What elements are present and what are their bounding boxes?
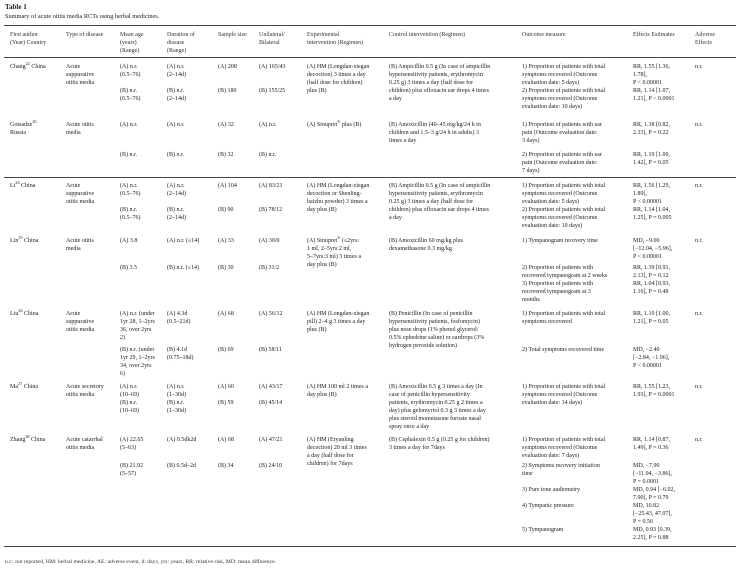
table-caption: Summary of acute otitis media RCTs using herbal medicines. xyxy=(5,13,160,20)
reference-number: 24 xyxy=(15,180,20,185)
experimental-cell: (A) HM (Longdan-xiegan pill) 2–4 g 3 times a day plus (B) xyxy=(307,311,370,333)
age-a: (A) n.r. (0.5–76) xyxy=(120,183,141,197)
bilateral-b: (B) 31/2 xyxy=(259,265,280,271)
duration-a: (A) 0.5dk2d xyxy=(167,437,197,443)
author-cell xyxy=(10,121,37,137)
outcome-1: 1) Proportion of patients with total symptoms recovered (Outcome evaluation date: 5 days) xyxy=(522,183,606,205)
age-b: (B) 3.5 xyxy=(120,265,137,271)
disease-cell: Acute otitis media xyxy=(66,122,94,136)
author-name: Liu xyxy=(10,311,19,317)
header-effects: Effects Estimates xyxy=(633,32,675,38)
table-footnote: n.r.: not reported, HM: herbal medicine, AE: adverse event, d: days, yrs: years, RR: relative risk, MD: mean difference. xyxy=(5,559,277,565)
adverse-cell: n.r. xyxy=(695,122,703,128)
outcome-1: 1) Proportion of patients with total symptoms recovered (Outcome evaluation date: 7 days) xyxy=(522,437,606,459)
duration-b: (B) n.r. (2–14d) xyxy=(167,88,186,102)
effect-2: RR, 1.14 [1.04, 1.25], P = 0.005 xyxy=(633,207,672,221)
disease-cell: Acute otitis media xyxy=(66,238,94,252)
sample-a: (A) 32 xyxy=(218,122,234,128)
effect-2: RR, 1.14 [1.07, 1.21], P < 0.0001 xyxy=(633,88,675,102)
age-a: (A) n.r. xyxy=(120,122,138,128)
sample-a: (A) 33 xyxy=(218,238,234,244)
country: China xyxy=(22,238,39,244)
country: China xyxy=(29,64,46,70)
sample-b: (B) 34 xyxy=(218,463,234,469)
bilateral-b: (B) 78/12 xyxy=(259,207,283,213)
header-adverse: Adverse Effects xyxy=(695,32,715,46)
effect-1: RR, 1.55 [1.23, 1.93], P = 0.0001 xyxy=(633,384,675,398)
header-control: Control intervention (Regimen) xyxy=(389,32,465,38)
country: Russia xyxy=(10,130,27,136)
experimental-cell: (A) HM 100 ml 2 times a day plus (B) xyxy=(307,384,368,398)
outcome-2: 2) Proportion of patients with ear pain (Outcome evaluation date: 7 days) xyxy=(522,152,602,174)
experimental-cell: (A) HM (Longdan-xiegan decoction or Shenling- baizhu powder) 3 times a day plus (B) xyxy=(307,183,370,213)
outcome-1: 1) Tympanogram recovery time xyxy=(522,238,598,244)
control-cell: (B) Ampicillin 0.5 g (In case of ampicillin hypersensitivity patients, erythromycin 0.25 g) 3 times a day (half dose for children) plus ofloxacin ear drops 4 times a day xyxy=(389,183,491,221)
header-disease: Type of disease xyxy=(66,32,104,38)
disease-cell: Acute suppurative otitis media xyxy=(66,183,95,205)
author-cell xyxy=(10,383,38,391)
effect-4: MD, 10.82 [−25.43, 47.07], P = 0.56 xyxy=(633,503,672,525)
outcome-1: 1) Proportion of patients with ear pain (Outcome evaluation date: 3 days) xyxy=(522,122,602,144)
age-a: (A) n.r. (10–69) xyxy=(120,384,139,398)
outcome-4: 4) Tympanic pressure xyxy=(522,503,574,509)
sample-b: (B) 59 xyxy=(218,400,234,406)
author-cell xyxy=(10,436,45,444)
reference-number: 20 xyxy=(32,119,37,124)
effect-1: RR, 1.55 [1.36, 1.78], P < 0.00001 xyxy=(633,64,671,86)
sample-b: (B) 30 xyxy=(218,265,234,271)
author-name: Zhang xyxy=(10,437,26,443)
reference-number: 25 xyxy=(18,235,23,240)
age-b: (B) n.r. (0.5–76) xyxy=(120,207,141,221)
reference-number: 22 xyxy=(25,61,30,66)
registered-mark: ® xyxy=(337,119,341,124)
effect-2: RR, 1.19 [1.00, 1.42], P = 0.05 xyxy=(633,152,671,166)
adverse-cell: n.r. xyxy=(695,437,703,443)
sample-b: (B) 90 xyxy=(218,207,234,213)
outcome-5: 5) Tympanogram xyxy=(522,527,564,533)
duration-b: (B) 0.5d–2d xyxy=(167,463,196,469)
duration-a: (A) n.r. xyxy=(167,122,185,128)
bilateral-a: (A) 165/43 xyxy=(259,64,286,70)
bilateral-a: (A) 30/0 xyxy=(259,238,280,244)
experimental-cell: (A) HM (Longdan-xiegan decoction) 3 times a day (half dose for children) plus (B) xyxy=(307,64,370,94)
header-duration: Duration of disease (Range) xyxy=(167,32,195,54)
adverse-cell: n.r. xyxy=(695,384,703,390)
effect-1: RR, 1.10 [1.00, 1.21], P = 0.05 xyxy=(633,311,671,325)
adverse-cell: n.r. xyxy=(695,183,703,189)
duration-b: (B) 4.1d (0.75–18d) xyxy=(167,347,194,361)
bilateral-a: (A) 56/12 xyxy=(259,311,283,317)
control-cell: (B) Amoxicillin (40–45 mg/kg/24 h in children and 1.5–3 g/24 h in adults) 3 times a day xyxy=(389,122,481,144)
author-name: Li xyxy=(10,183,16,189)
effect-2: RR, 1.39 [0.91, 2.13], P = 0.12 xyxy=(633,265,671,279)
group-rule xyxy=(4,177,736,178)
author-cell xyxy=(10,63,46,71)
duration-a: (A) n.r. (≤14) xyxy=(167,238,200,244)
experimental-text: (A) Sinupret xyxy=(307,122,338,128)
duration-b: (B) n.r. (1–30d) xyxy=(167,400,186,414)
bottom-rule xyxy=(4,546,736,547)
outcome-2: 2) Symptoms recovery initiation time xyxy=(522,463,600,477)
age-b: (B) n.r. (under 1yr 29, 1–2yrs 34, over 2yrs 6) xyxy=(120,347,155,377)
age-b: (B) 21.92 (5–57) xyxy=(120,463,143,477)
sample-a: (A) 68 xyxy=(218,437,234,443)
sample-a: (A) 104 xyxy=(218,183,237,189)
header-rule xyxy=(4,57,736,58)
duration-b: (B) n.r. (≤14) xyxy=(167,265,199,271)
control-cell: (B) Ampicillin 0.5 g (In case of ampicillin hypersensitivity patients, erythromycin 0.25 g) 3 times a day (half dose for children) plus ofloxacin ear drops 4 times a day xyxy=(389,64,491,102)
outcome-1: 1) Proportion of patients with total symptoms recovered xyxy=(522,311,606,325)
header-outcome: Outcome measure xyxy=(522,32,566,38)
outcome-3: 3) Pure tone audiometry xyxy=(522,487,581,493)
country: China xyxy=(19,183,36,189)
bilateral-b: (B) 24/10 xyxy=(259,463,283,469)
duration-a: (A) 4.3d (0.5–21d) xyxy=(167,311,191,325)
author-cell xyxy=(10,182,35,190)
bilateral-b: (B) 155/25 xyxy=(259,88,286,94)
author-name: Chang xyxy=(10,64,26,70)
control-cell: (B) Penicillin (In case of penicillin hypersensitivity patients, fosfomycin) plus nose drops (1% phenol glycerol/ 0.5% ephedrine saline) or eardrops (3% hydrogen peroxide solution) xyxy=(389,311,485,349)
header-sample: Sample size xyxy=(218,32,247,38)
outcome-1: 1) Proportion of patients with total symptoms recovered (Outcome evaluation date: 14 days) xyxy=(522,384,606,406)
duration-b: (B) n.r. (2–14d) xyxy=(167,207,186,221)
bilateral-a: (A) 43/17 xyxy=(259,384,283,390)
effect-2: MD, −2.40 [−2.84, −1.96], P < 0.00001 xyxy=(633,347,670,369)
header-age: Mean age (years) (Range) xyxy=(120,32,144,54)
age-a: (A) 22.65 (5–63) xyxy=(120,437,144,451)
experimental-text-cont: (≤2yrs: 1 ml, 2–5yrs:2 ml, 5–7yrs:3 ml) 3 times a day plus (B) xyxy=(307,238,361,268)
experimental-cell xyxy=(307,121,361,129)
sample-b: (B) 69 xyxy=(218,347,234,353)
top-rule xyxy=(4,25,736,26)
control-cell: (B) Amoxicillin 0.5 g 3 times a day (In case of penicillin hypersensitivity patients, erythromycin 0.25 g 2 times a day) plus gelomyrtol 0.3 g 3 times a day plus steroid mometasone furoate nasal spray once a day xyxy=(389,384,486,430)
disease-cell: Acute suppurative otitis media xyxy=(66,64,95,86)
duration-a: (A) n.r. (2–14d) xyxy=(167,183,186,197)
sample-b: (B) 32 xyxy=(218,152,234,158)
sample-a: (A) 208 xyxy=(218,64,237,70)
outcome-2: 2) Proportion of patients with total symptoms recovered (Outcome evaluation date: 10 days) xyxy=(522,88,606,110)
bilateral-b: (B) 58/11 xyxy=(259,347,282,353)
adverse-cell: n.r. xyxy=(695,64,703,70)
outcome-3: 3) Proportion of patients with recovered tympanogram at 3 months xyxy=(522,281,593,303)
experimental-cell: (A) HM (Eryanling decoction) 20 ml 3 times a day (half dose for children) for 7days xyxy=(307,437,367,467)
disease-cell: Acute catarrhal otitis media xyxy=(66,437,103,451)
outcome-2: 2) Proportion of patients with recovered tympanogram at 2 weeks xyxy=(522,265,608,279)
experimental-text: (A) Sinupret xyxy=(307,238,338,244)
effect-1: RR, 1.38 [0.82, 2.33], P = 0.22 xyxy=(633,122,671,136)
bilateral-b: (B) n.r. xyxy=(259,152,277,158)
outcome-2: 2) Total symptoms recovered time xyxy=(522,347,605,353)
age-b: (B) n.r. (0.5–76) xyxy=(120,88,141,102)
effect-1: RR, 1.56 [1.29, 1.89], P < 0.00001 xyxy=(633,183,671,205)
header-experimental: Experimental intervention (Regimen) xyxy=(307,32,364,46)
bilateral-b: (B) 45/14 xyxy=(259,400,283,406)
age-b: (B) n.r. xyxy=(120,152,138,158)
age-a: (A) n.r. (0.5–76) xyxy=(120,64,141,78)
registered-mark: ® xyxy=(337,235,341,240)
bilateral-a: (A) 47/21 xyxy=(259,437,283,443)
disease-cell: Acute suppurative otitis media xyxy=(66,311,95,333)
control-cell: (B) Amoxicillin 60 mg/kg plus dexamethasone 0.3 mg/kg xyxy=(389,238,464,252)
reference-number: 26 xyxy=(18,308,23,313)
country: China xyxy=(22,311,39,317)
effect-3: RR, 1.04 [0.93, 1.16], P = 0.48 xyxy=(633,281,671,295)
header-author: First author (Year) Country xyxy=(10,32,47,46)
experimental-text-cont: plus (B) xyxy=(340,122,362,128)
reference-number: 27 xyxy=(18,381,23,386)
effect-1: RR, 1.14 [0.87, 1.49], P = 0.36 xyxy=(633,437,671,451)
age-a: (A) n.r. (under 1yr 28, 1–2yrs 36, over 2yrs 2) xyxy=(120,311,155,341)
disease-cell: Acute secretory otitis media xyxy=(66,384,104,398)
duration-b: (B) n.r. xyxy=(167,152,185,158)
control-cell: (B) Cephalexin 0.5 g (0.25 g for children) 3 times a day for 7days xyxy=(389,437,490,451)
author-cell xyxy=(10,237,38,245)
effect-5: MD, 0.93 [0.39, 2.25], P = 0.88 xyxy=(633,527,672,541)
author-name: Gotsadze xyxy=(10,122,33,128)
reference-number: 28 xyxy=(25,434,30,439)
duration-a: (A) n.r. (2–14d) xyxy=(167,64,186,78)
country: China xyxy=(22,384,39,390)
sample-a: (A) 68 xyxy=(218,311,234,317)
effect-2: MD, −7.90 [−11.94, −3.86], P = 0.0001 xyxy=(633,463,673,485)
header-bilateral: Unilateral/ Bilateral xyxy=(259,32,285,46)
bilateral-a: (A) n.r. xyxy=(259,122,277,128)
age-b: (B) n.r. (10–69) xyxy=(120,400,139,414)
adverse-cell: n.r. xyxy=(695,311,703,317)
sample-b: (B) 180 xyxy=(218,88,237,94)
age-a: (A) 3.8 xyxy=(120,238,138,244)
author-cell xyxy=(10,310,38,318)
outcome-2: 2) Proportion of patients with total symptoms recovered (Outcome evaluation date: 10 days) xyxy=(522,207,606,229)
duration-a: (A) n.r. (1–30d) xyxy=(167,384,186,398)
outcome-1: 1) Proportion of patients with total symptoms recovered (Outcome evaluation date: 5 days) xyxy=(522,64,606,86)
country: China xyxy=(29,437,46,443)
table-title: Table 1 xyxy=(5,3,27,11)
author-name: Lin xyxy=(10,238,19,244)
sample-a: (A) 60 xyxy=(218,384,234,390)
author-name: Ma xyxy=(10,384,18,390)
experimental-cell xyxy=(307,237,361,269)
adverse-cell: n.r. xyxy=(695,238,703,244)
effect-1: MD, −9.00 [−12.04, −5.96], P < 0.00001 xyxy=(633,238,673,260)
bilateral-a: (A) 83/21 xyxy=(259,183,283,189)
effect-3: MD, 0.94 [−6.02, 7.90], P = 0.79 xyxy=(633,487,676,501)
